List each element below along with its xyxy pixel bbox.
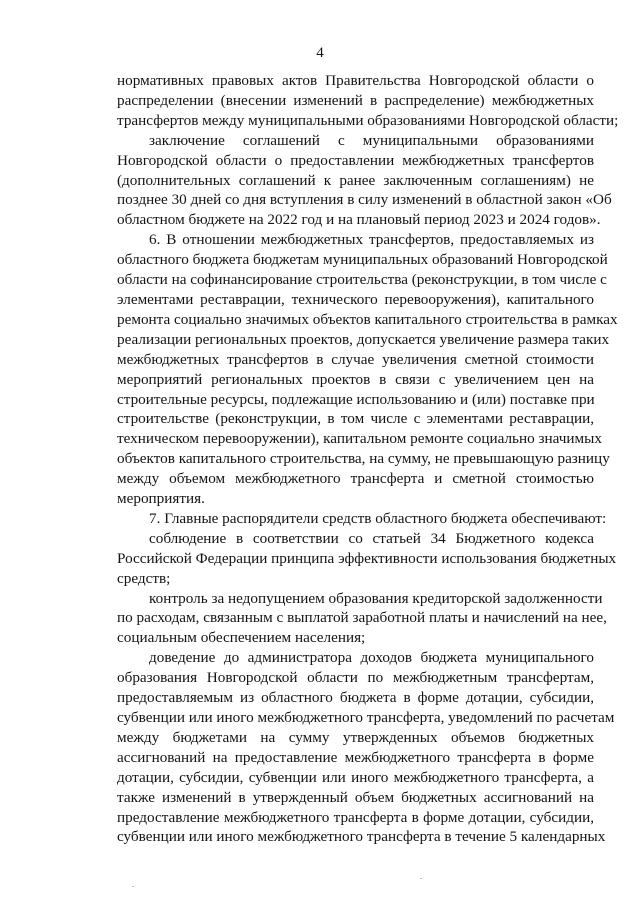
text-line: строительные ресурсы, подлежащие использованию и (или) поставке при <box>117 390 595 408</box>
text-line: образования Новгородской области по межбюджетным трансфертам, <box>117 669 594 687</box>
scan-speck <box>132 886 134 887</box>
text-line: 6. В отношении межбюджетных трансфертов, предоставляемых из <box>149 231 594 249</box>
text-line: между объемом межбюджетного трансферта и сметной стоимостью <box>117 470 594 488</box>
text-line: средств; <box>117 569 171 587</box>
text-line: между бюджетами на сумму утвержденных объемов бюджетных <box>117 728 594 746</box>
text-line: элементами реставрации, технического перевооружения), капитального <box>117 290 594 308</box>
text-line: ремонта социально значимых объектов капитального строительства в рамках <box>117 310 618 328</box>
text-line: субвенции или иного межбюджетного трансферта, уведомлений по расчетам <box>117 709 615 726</box>
text-line: трансфертов между муниципальными образованиями Новгородской области; <box>117 111 619 129</box>
text-line: области на софинансирование строительства (реконструкции, в том числе с <box>117 271 607 289</box>
text-line: областного бюджета бюджетам муниципальных образований Новгородской <box>117 251 608 269</box>
scan-speck <box>420 878 422 879</box>
text-line: (дополнительных соглашений к ранее заключенным соглашениям) не <box>117 171 594 189</box>
text-line: доведение до администратора доходов бюджета муниципального <box>149 649 594 667</box>
text-line: позднее 30 дней со дня вступления в силу изменений в областной закон «Об <box>117 191 612 209</box>
text-line: Новгородской области о предоставлении межбюджетных трансфертов <box>117 151 594 169</box>
text-line: по расходам, связанным с выплатой заработной платы и начислений на нее, <box>117 609 607 627</box>
text-line: мероприятия. <box>117 490 205 508</box>
document-body <box>117 71 619 847</box>
text-line: соблюдение в соответствии со статьей 34 Бюджетного кодекса <box>149 529 594 547</box>
text-line: реализации региональных проектов, допускается увеличение размера таких <box>117 330 610 348</box>
text-line: техническом перевооружении), капитальном ремонте социально значимых <box>117 430 602 448</box>
text-line: также изменений в утвержденный объем бюджетных ассигнований на <box>117 788 594 806</box>
text-line: субвенции или иного межбюджетного трансферта в течение 5 календарных <box>117 828 606 846</box>
text-line: предоставляемым из областного бюджета в форме дотации, субсидии, <box>117 689 594 707</box>
text-line: заключение соглашений с муниципальными образованиями <box>149 131 594 149</box>
text-line: социальным обеспечением населения; <box>117 629 366 647</box>
text-line: ассигнований на предоставление межбюджетного трансферта в форме <box>117 748 594 766</box>
text-line: Российской Федерации принципа эффективности использования бюджетных <box>117 549 617 567</box>
text-line: мероприятий региональных проектов в связи с увеличением цен на <box>117 370 594 388</box>
text-line: нормативных правовых актов Правительства Новгородской области о <box>117 72 594 89</box>
text-line: областном бюджете на 2022 год и на плановый период 2023 и 2024 годов». <box>117 211 601 229</box>
text-line: 7. Главные распорядители средств областного бюджета обеспечивают: <box>149 509 607 527</box>
text-line: распределении (внесении изменений в распределение) межбюджетных <box>117 91 594 109</box>
page-number: 4 <box>316 45 324 61</box>
text-line: строительстве (реконструкции, в том числе с элементами реставрации, <box>117 410 594 428</box>
text-line: объектов капитального строительства, на сумму, не превышающую разницу <box>117 450 610 468</box>
text-line: межбюджетных трансфертов в случае увеличения сметной стоимости <box>117 350 594 368</box>
text-line: дотации, субсидии, субвенции или иного межбюджетного трансферта, а <box>117 768 594 786</box>
text-line: контроль за недопущением образования кредиторской задолженности <box>149 589 603 607</box>
text-line: предоставление межбюджетного трансферта в форме дотации, субсидии, <box>117 808 594 826</box>
